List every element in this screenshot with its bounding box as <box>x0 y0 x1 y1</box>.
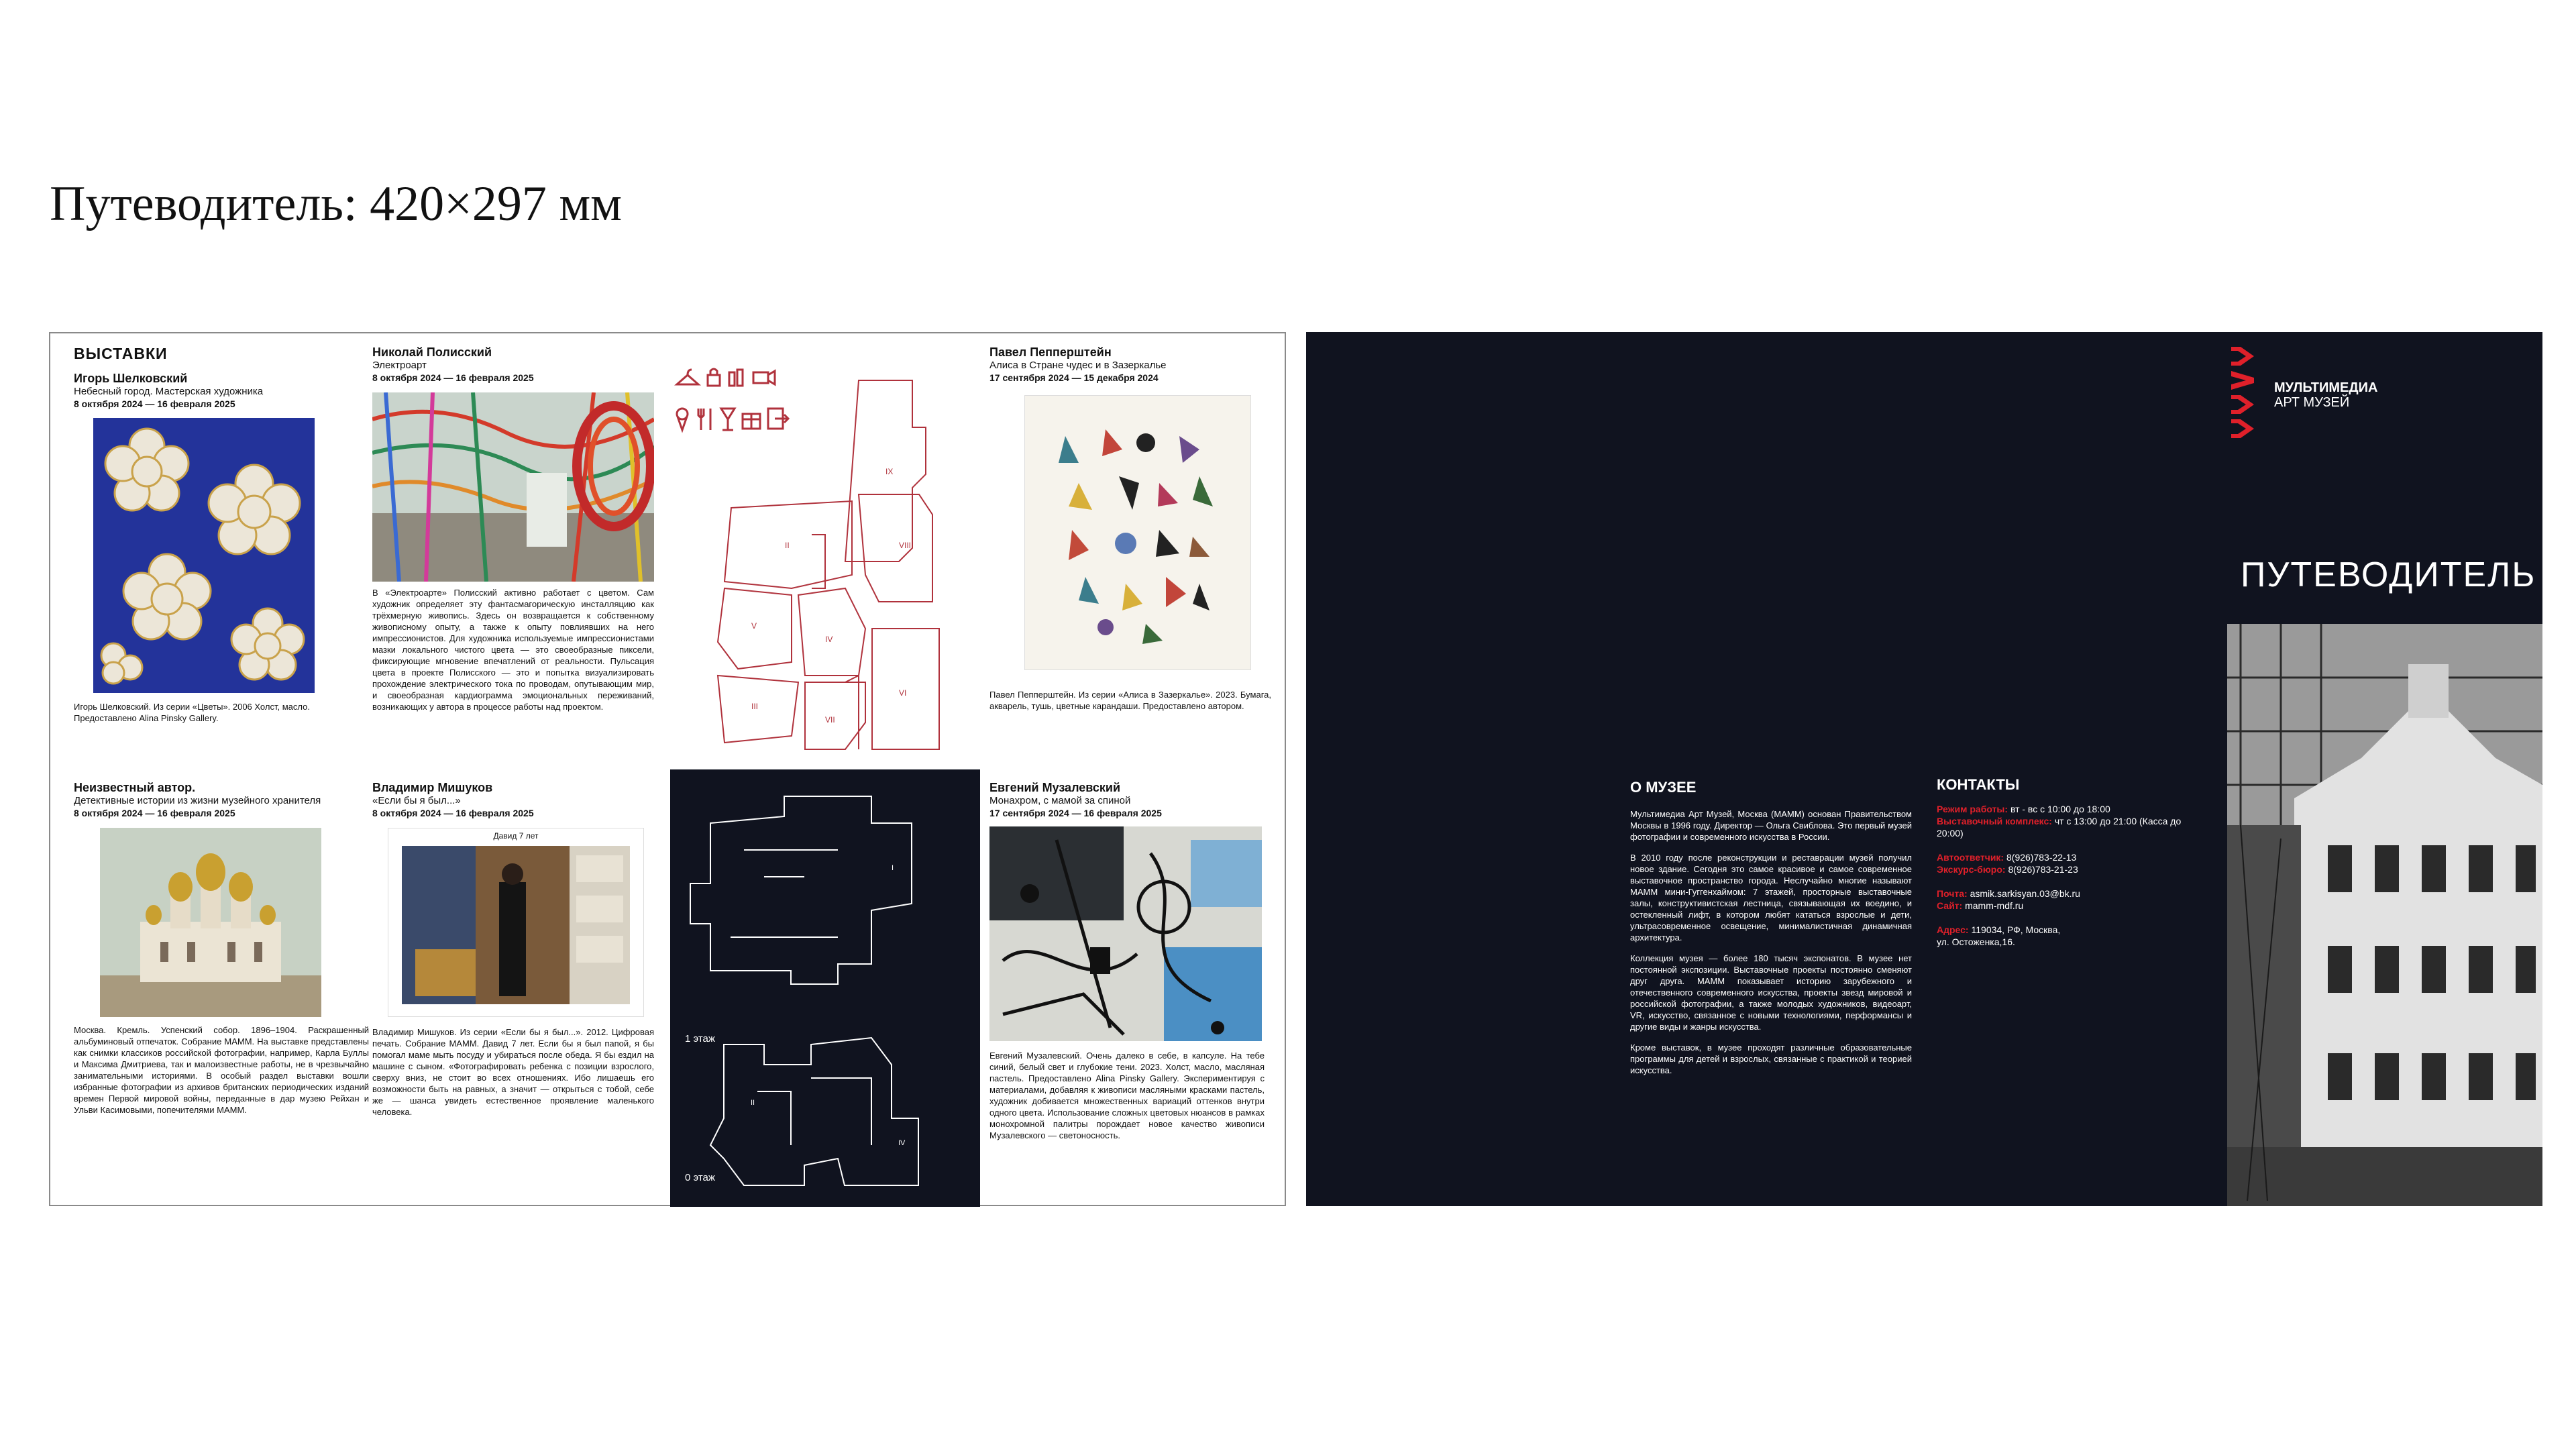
photo-title: Давид 7 лет <box>493 831 539 841</box>
cover-column <box>2227 332 2542 1206</box>
about-paragraph: Кроме выставок, в музее проходят различные образовательные программы для детей и взрослых, связанные с практикой и теорией искусства. <box>1630 1042 1912 1075</box>
flowers-artwork-svg <box>93 418 315 693</box>
exhibit-subtitle: Небесный город. Мастерская художника <box>74 386 264 397</box>
logo-line-1: МУЛЬТИМЕДИА <box>2274 380 2378 395</box>
complex-label: Выставочный комплекс: <box>1937 816 2052 826</box>
section-title: ВЫСТАВКИ <box>74 345 168 362</box>
exhibit-dates: 8 октября 2024 — 16 февраля 2025 <box>372 808 534 818</box>
exhibit-shelkovsky <box>74 345 322 410</box>
flowers-painting <box>93 418 315 693</box>
phone1-row <box>1937 851 2205 863</box>
museum-building-photo <box>2227 624 2542 1206</box>
about-heading: О МУЗЕЕ <box>1630 779 1697 796</box>
slide-title: Путеводитель: 420×297 мм <box>50 176 622 231</box>
about-paragraph: В 2010 году после реконструкции и реставрации музей получил новое здание. Сегодня это самое красивое и самое современное выставочное пространство города. Неслучайно многие называют МАММ мини-Гуггенхаймом: 7 этажей, просторные выставочные залы, конструктивистская лестница, связывающая их воедино, и остекленный лифт, в котором любят кататься взрослые и дети, ультрасовременное освещение, минималистичная динамичная архитектура. <box>1630 853 1912 943</box>
artwork-caption: Владимир Мишуков. Из серии «Если бы я был...». 2012. Цифровая печать. Собрание МАММ. Давид 7 лет. Если бы я был папой, я бы помогал маме мыть посуду и убираться после обеда. Я бы ездил на машине с сыном. «Фотографировать ребенка с позиции взрослого, сверху вниз, не стоит во всех отношениях. Ибо лишаешь его возможности быть на равных, а значит — открыться с тобой, себе же — шанса увидеть естественное проявление маленького человека. <box>372 1027 654 1117</box>
exhibit-description: В «Электроарте» Полисский активно работает с цветом. Сам художник определяет эту фантасмагорическую инсталляцию как трёхмерную живопись. Здесь он возвращается к собственному живописному опыту, а также к опыту повлиявших на него импрессионистов. Для художника используемые импрессионистами мазки локального чистого цвета — это своеобразные пиксели, фиксирующие мгновение впечатлений от реальности. Пульсация цвета в проекте Полисского — это и попытка визуализировать прохождение электрического тока по проводам, опутывающим мир, и своеобразная кардиограмма эмоциональных переживаний, возникающих у автора в процессе работы над проектом. <box>372 588 654 712</box>
installation-svg <box>372 392 654 582</box>
phone2-value[interactable]: 8(926)783-21-23 <box>2008 864 2078 875</box>
ice-cream-icon <box>677 409 688 430</box>
about-paragraph: Коллекция музея — более 180 тысяч экспонатов. В музее нет постоянной экспозиции. Выставочные проекты постоянно сменяют друг друга. МАММ показывает историю зарубежного и отечественного современного искусства, проекты звезд мировой и российской фотографии, а также молодых художников, видеоарт, VR, искусство, связанное с новыми технологиями, перформансы и другие виды и жанры искусства. <box>1630 953 1912 1032</box>
cover-spread <box>1306 332 2542 1206</box>
exhibit-dates: 8 октября 2024 — 16 февраля 2025 <box>74 808 235 818</box>
exhibit-dates: 8 октября 2024 — 16 февраля 2025 <box>74 398 235 409</box>
exhibit-unknown-author <box>74 780 369 819</box>
address-label: Адрес: <box>1937 924 1969 935</box>
mail-label: Почта: <box>1937 888 1968 899</box>
alice-drawing <box>1024 395 1251 670</box>
floor-label-1: 1 этаж <box>685 1033 715 1044</box>
address-row <box>1937 924 2064 948</box>
site-label: Сайт: <box>1937 900 1963 911</box>
hours-label: Режим работы: <box>1937 804 2008 814</box>
monochrome-painting <box>989 826 1262 1041</box>
kremlin-photo-svg <box>100 828 321 1017</box>
phone2-label: Экскурс-бюро: <box>1937 864 2006 875</box>
artist-name: Евгений Музалевский <box>989 781 1121 794</box>
room-number: VI <box>899 688 907 698</box>
contacts-block <box>1937 776 2205 948</box>
exhibit-dates: 8 октября 2024 — 16 февраля 2025 <box>372 372 534 383</box>
floor-plan-upper <box>711 374 979 756</box>
exhibit-subtitle: Электроарт <box>372 360 427 371</box>
exhibit-dates: 17 сентября 2024 — 15 декабря 2024 <box>989 372 1159 383</box>
exhibitions-spread <box>49 332 1286 1206</box>
floor-plan-lower-svg <box>670 769 980 1207</box>
contacts-heading: КОНТАКТЫ <box>1937 776 2020 793</box>
floor-plan-panel <box>670 769 980 1207</box>
artwork-caption: Игорь Шелковский. Из серии «Цветы». 2006 Холст, масло. Предоставлено Alina Pinsky Gallery. <box>74 702 310 723</box>
site-link[interactable]: mamm-mdf.ru <box>1965 900 2024 911</box>
artist-name: Владимир Мишуков <box>372 781 493 794</box>
exhibit-subtitle: Детективные истории из жизни музейного хранителя <box>74 795 321 806</box>
cover-title: ПУТЕВОДИТЕЛЬ <box>2241 555 2536 594</box>
alice-drawing-svg <box>1025 396 1250 669</box>
restaurant-icon <box>698 409 710 430</box>
artist-name: Неизвестный автор. <box>74 781 196 794</box>
about-museum <box>1630 779 1912 1076</box>
room-number: VII <box>825 715 835 724</box>
artist-name: Игорь Шелковский <box>74 372 188 385</box>
floor-plan-upper-svg <box>711 374 979 756</box>
artwork-caption: Москва. Кремль. Успенский собор. 1896–1904. Раскрашенный альбуминовый отпечаток. Собрание МАММ. На выставке представлены как снимки классиков российской фотографии, например, Карла Буллы и Максима Дмитриева, так и малоизвестные работы, не в чрезвычайно занимательными историями. В особый раздел выставки вошли избранные фотографии из архивов британских периодических изданий времен Первой мировой войны, переданные в дар музею Рейхан и Ульви Касимовыми, попечителями МАММ. <box>74 1025 369 1115</box>
exhibit-mishukov <box>372 780 654 819</box>
phone1-value[interactable]: 8(926)783-22-13 <box>2006 852 2077 863</box>
room-number: VIII <box>899 541 912 550</box>
phone1-label: Автоответчик: <box>1937 852 2004 863</box>
floor-label-0: 0 этаж <box>685 1172 715 1183</box>
about-paragraph: Мультимедиа Арт Музей, Москва (МАММ) основан Правительством Москвы в 1996 году. Директор — Ольга Свиблова. Это первый музей фотографии и современного искусства в России. <box>1630 809 1912 842</box>
site-row <box>1937 900 2205 912</box>
artist-name: Павел Пепперштейн <box>989 345 1112 359</box>
room-number: II <box>785 541 790 550</box>
room-number: III <box>751 702 759 711</box>
mail-link[interactable]: asmik.sarkisyan.03@bk.ru <box>1970 888 2080 899</box>
logo-line-2: АРТ МУЗЕЙ <box>2274 395 2350 410</box>
monochrome-painting-svg <box>989 826 1262 1041</box>
exhibit-subtitle: Монахром, с мамой за спиной <box>989 795 1131 806</box>
room-number: IV <box>825 635 833 644</box>
hanger-icon <box>677 370 698 384</box>
exhibit-polissky <box>372 345 654 384</box>
mamm-logo-mark <box>2227 344 2267 445</box>
exhibit-subtitle: Алиса в Стране чудес и в Зазеркалье <box>989 360 1167 371</box>
exhibit-muzalevsky <box>989 780 1271 819</box>
room-number: IV <box>898 1139 906 1147</box>
artist-name: Николай Полисский <box>372 345 492 359</box>
room-number: IX <box>885 467 894 476</box>
artwork-caption: Павел Пепперштейн. Из серии «Алиса в Зазеркалье». 2023. Бумага, акварель, тушь, цветные карандаши. Предоставлено автором. <box>989 690 1271 711</box>
building-photo-svg <box>2227 624 2542 1206</box>
mail-row <box>1937 888 2205 900</box>
installation-photo <box>372 392 654 582</box>
complex-value: чт с 13:00 до 21:00 (Касса до 20:00) <box>1937 816 2182 839</box>
exhibit-subtitle: «Если бы я был...» <box>372 795 461 806</box>
hours-row <box>1937 803 2205 815</box>
exhibit-dates: 17 сентября 2024 — 16 февраля 2025 <box>989 808 1162 818</box>
mamm-logo-icon <box>2227 344 2267 445</box>
exhibit-pepperstein <box>989 345 1271 384</box>
phone2-row <box>1937 863 2205 875</box>
room-number: II <box>751 1099 755 1107</box>
kremlin-photo <box>100 828 321 1017</box>
museum-logo-text <box>2274 380 2377 410</box>
artwork-caption: Евгений Музалевский. Очень далеко в себе, в капсуле. На тебе синий, белый свет и глубокие тени. 2023. Холст, масло, масляная пастель. Предоставлено Alina Pinsky Gallery. Экспериментируя с материалами, добавляя к живописи масляными красками пастель, художник добивается множественных вариаций оттенков внутри одного цвета. Использование сложных цветовых нюансов в рамках монохромной палитры порождает новое качество живописи Музалевского — светоносность. <box>989 1051 1265 1140</box>
david-photo <box>388 828 644 1017</box>
room-number: V <box>751 621 757 631</box>
address-value: 119034, РФ, Москва, ул. Остоженка,16. <box>1937 924 2061 947</box>
hours-value: вт - вс с 10:00 до 18:00 <box>2010 804 2110 814</box>
complex-row <box>1937 815 2205 839</box>
david-photo-svg <box>388 842 643 1010</box>
room-number: I <box>892 864 894 872</box>
